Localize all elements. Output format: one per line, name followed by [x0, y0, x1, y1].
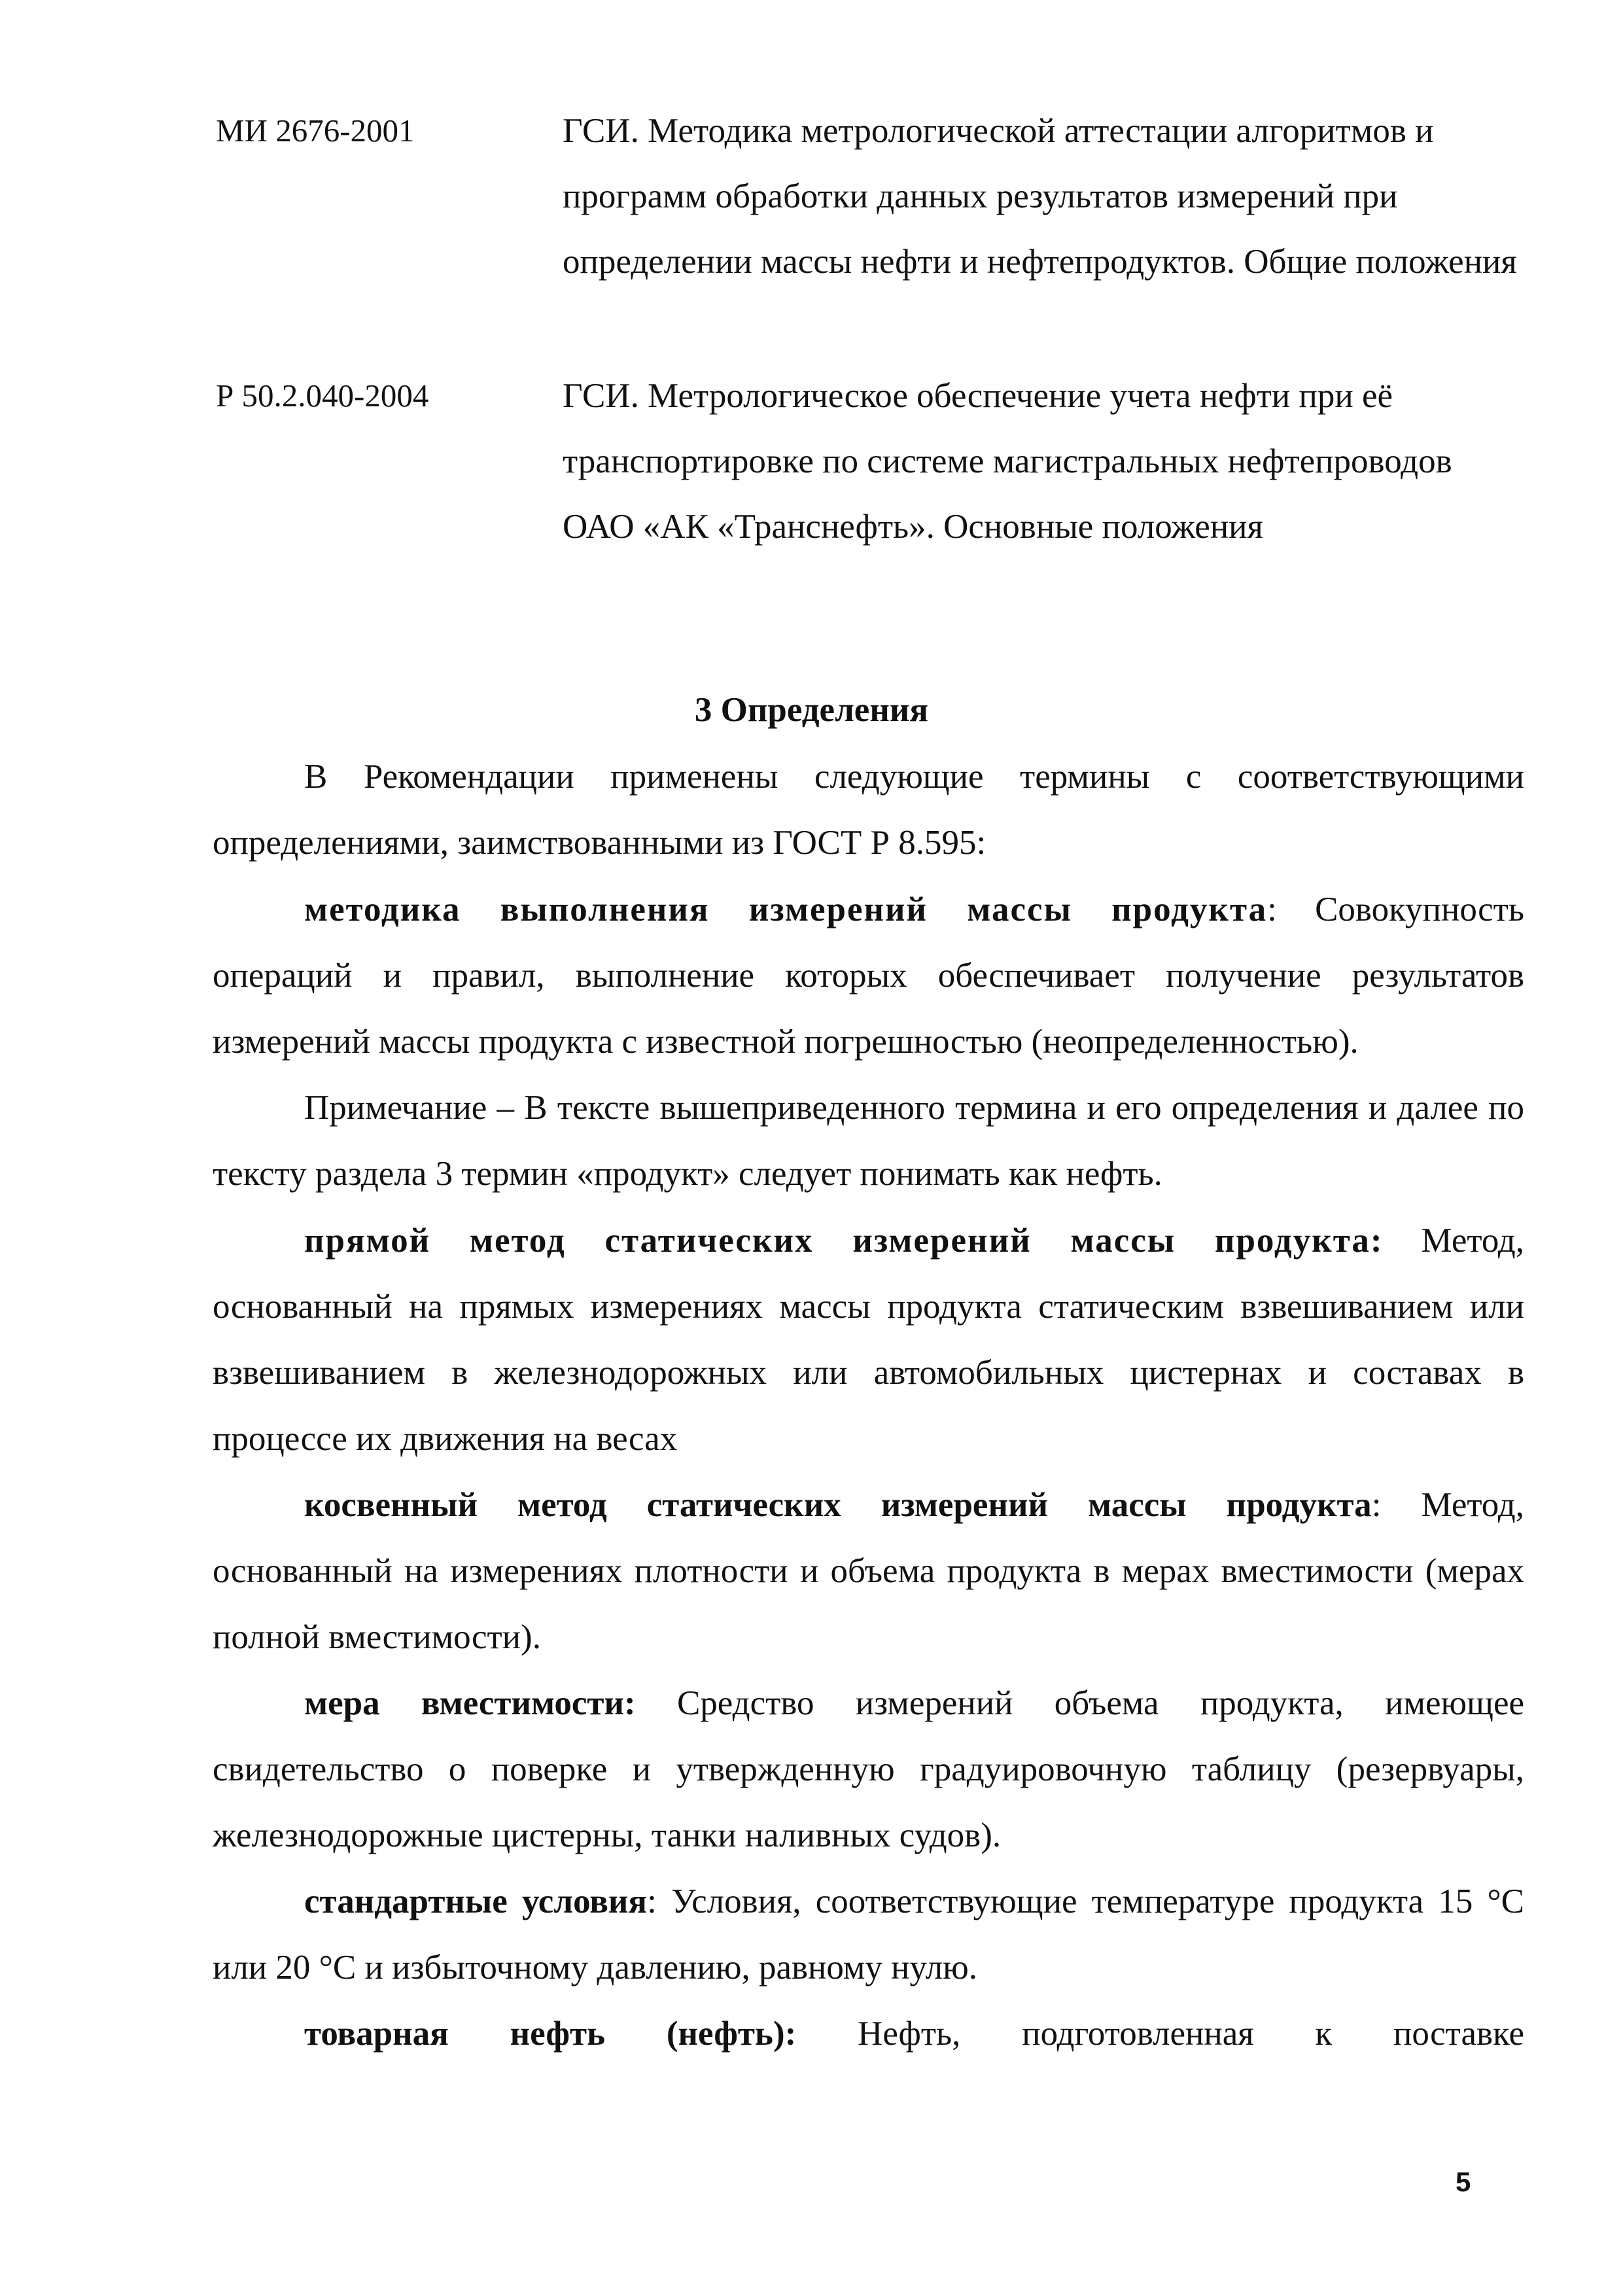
term-separator	[1384, 1222, 1422, 1260]
definition-term: стандартные условия	[304, 1882, 648, 1920]
definition-term: прямой метод статических измерений массы продукта:	[304, 1222, 1384, 1260]
reference-code: Р 50.2.040-2004	[216, 378, 429, 414]
term-separator: :	[647, 1882, 671, 1920]
definition-paragraph	[213, 877, 1524, 1075]
reference-title: ГСИ. Методика метрологической аттестации алгоритмов и программ обработки данных результатов измерений при определении массы нефти и нефтепродуктов. Общие положения	[563, 112, 1517, 281]
note-paragraph: Примечание – В тексте вышеприведенного термина и его определения и далее по тексту раздела 3 термин «продукт» следует понимать как нефть.	[213, 1089, 1524, 1193]
definition-term: мера вместимости:	[304, 1684, 636, 1722]
definition-text: Метод, основанный на измерениях плотности и объема продукта в мерах вместимости (мерах полной вместимости).	[213, 1486, 1524, 1656]
definition-text: Условия, соответствующие температуре продукта 15 °С или 20 °С и избыточному давлению, равному нулю.	[213, 1882, 1525, 1987]
term-separator	[796, 2015, 858, 2053]
reference-title: ГСИ. Метрологическое обеспечение учета нефти при её транспортировке по системе магистральных нефтепроводов ОАО «АК «Транснефть». Основные положения	[563, 377, 1452, 546]
definition-paragraph	[213, 2001, 1524, 2067]
section-intro: В Рекомендации применены следующие термины с соответствующими определениями, заимствованными из ГОСТ Р 8.595:	[213, 758, 1524, 862]
term-separator	[636, 1684, 677, 1722]
definition-paragraph	[213, 1670, 1524, 1869]
definition-paragraph	[213, 1208, 1524, 1472]
definition-paragraph	[213, 1869, 1524, 2001]
definition-term: товарная нефть (нефть):	[304, 2015, 797, 2053]
definition-paragraph	[213, 1472, 1524, 1670]
definition-term: методика выполнения измерений массы продукта	[304, 891, 1268, 928]
definition-text: Совокупность операций и правил, выполнение которых обеспечивает получение результатов измерений массы продукта с известной погрешностью (неопределенностью).	[213, 891, 1524, 1061]
term-separator: :	[1267, 891, 1316, 928]
definition-term: косвенный метод статических измерений массы продукта	[304, 1486, 1372, 1524]
reference-code: МИ 2676-2001	[216, 113, 415, 149]
section-heading: 3 Определения	[694, 691, 929, 729]
term-separator: :	[1371, 1486, 1422, 1524]
definition-text: Средство измерений объема продукта, имеющее свидетельство о поверке и утвержденную градуировочную таблицу (резервуары, железнодорожные цистерны, танки наливных судов).	[213, 1684, 1524, 1854]
page-number: 5	[1456, 2166, 1471, 2197]
definition-text: Нефть, подготовленная к поставке	[858, 2015, 1524, 2053]
definition-text: Метод, основанный на прямых измерениях массы продукта статическим взвешиванием или взвешиванием в железнодорожных или автомобильных цистернах и составах в процессе их движения на весах	[213, 1222, 1525, 1458]
